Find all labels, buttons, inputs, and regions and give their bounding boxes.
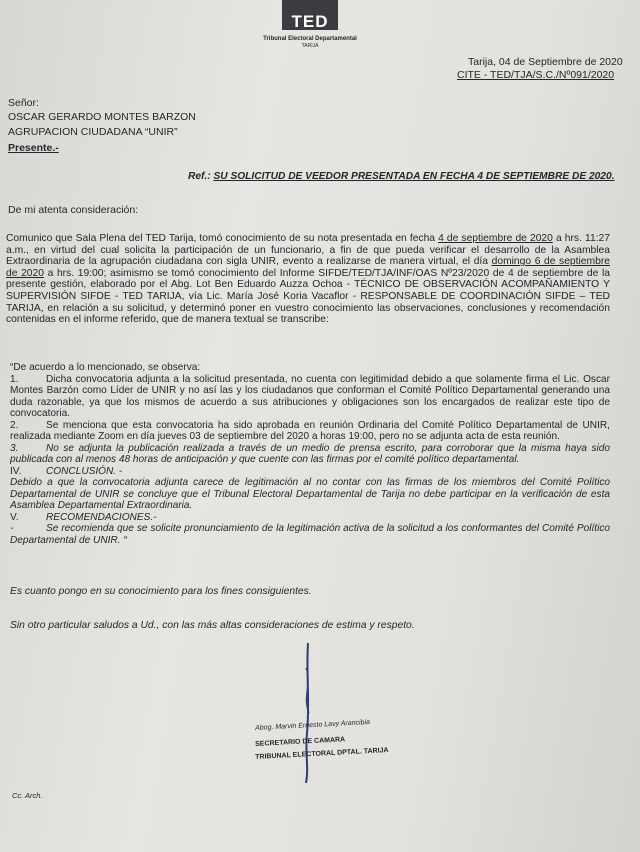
observation-2-number: 2. <box>10 419 19 431</box>
observation-1-text: Dicha convocatoria adjunta a la solicitud presentada, no cuenta con legitimidad debido a que solamente firma el Lic. Oscar Montes Barzón como Líder de UNIR y no así las y los ciudadanos que conforman el Comité Político Departamental generando una duda razonable, ya que los mismos de acuerdo a sus atribuciones y obligaciones son los encargados de realizar este tipo de convocatoria. <box>10 373 610 419</box>
quoted-report <box>10 362 610 546</box>
ted-logo <box>282 0 338 30</box>
recommendation-dash: - <box>10 523 14 534</box>
body-text-a: Comunico que Sala Plena del TED Tarija, tomó conocimiento de su nota presentada en fecha <box>6 233 439 244</box>
observation-3-text: No se adjunta la publicación realizada a través de un medio de prensa escrito, para corroborar que la misma haya sido publicada con al menos 48 horas de anticipación y que cuente con las firmas por el comité político departamental. <box>10 442 610 465</box>
conclusion-title: CONCLUSIÓN. - <box>46 465 123 477</box>
signatory-name: Abog. Marvin Ernesto Lavy Arancibia <box>255 718 371 732</box>
signatory-org: TRIBUNAL ELECTORAL DPTAL. TARIJA <box>255 747 389 761</box>
recipient-name: OSCAR GERARDO MONTES BARZON <box>8 111 196 123</box>
body-paragraph <box>6 233 610 326</box>
signatory-title: SECRETARIO DE CAMARA <box>255 736 346 748</box>
observation-3 <box>10 443 610 466</box>
recipient-org: AGRUPACION CIUDADANA “UNIR” <box>8 126 178 138</box>
conclusion-number: IV. <box>10 465 22 477</box>
reference-line <box>188 171 614 183</box>
greeting: De mi atenta consideración: <box>8 204 139 216</box>
salutation: Señor: <box>8 97 39 109</box>
institution-city: TARIJA <box>301 43 319 49</box>
observation-2-text: Se menciona que esta convocatoria ha sido aprobada en reunión Ordinaria del Comité Político Departamental de UNIR, realizada mediante Zoom en día jueves 03 de septiembre del 2020 a horas 19:00, pero no se adjunta acta de esta reunión. <box>10 419 610 442</box>
recommendation-item <box>10 523 610 546</box>
date-line: Tarija, 04 de Septiembre de 2020 <box>468 56 623 68</box>
handwritten-signature <box>300 643 316 783</box>
closing-line-1: Es cuanto pongo en su conocimiento para los fines consiguientes. <box>10 586 312 597</box>
ref-text: SU SOLICITUD DE VEEDOR PRESENTADA EN FECHA 4 DE SEPTIEMBRE DE 2020. <box>213 171 615 182</box>
recommendations-number: V. <box>10 511 19 523</box>
observation-2 <box>10 420 610 443</box>
conclusion-heading <box>10 466 610 478</box>
institution-name: Tribunal Electoral Departamental <box>263 36 357 42</box>
observation-1 <box>10 374 610 420</box>
observation-1-number: 1. <box>10 373 19 385</box>
presente: Presente.- <box>8 142 59 154</box>
recommendations-heading <box>10 512 610 524</box>
cite-number: CITE - TED/TJA/S.C./Nº091/2020 <box>457 69 615 81</box>
logo-text: TED <box>291 12 329 31</box>
observation-3-number: 3. <box>10 442 19 454</box>
recommendation-text: Se recomienda que se solicite pronunciamiento de la legitimación activa de la solicitud a los conformantes del Comité Político Departamental de UNIR. “ <box>10 523 610 546</box>
closing-line-2: Sin otro particular saludos a Ud., con las más altas consideraciones de estima y respeto. <box>10 620 415 631</box>
body-event-day: domingo 6 de septiembre de 2020 <box>6 256 610 279</box>
conclusion-text: Debido a que la convocatoria adjunta carece de legitimación al no contar con las firmas de los miembros del Comité Político Departamental de UNIR se concluye que el Tribunal Electoral Departamental de Tarija no debe participar en la verificación de esta Asamblea Departamental Extraordinaria. <box>10 477 610 511</box>
quote-intro: “De acuerdo a lo mencionado, se observa: <box>10 362 201 373</box>
recommendations-title: RECOMENDACIONES.- <box>46 511 157 523</box>
body-date: 4 de septiembre de 2020 <box>438 233 553 244</box>
body-text-b: a hrs. 11:27 a.m., en virtud del cual solicita la participación de un funcionario, a fin de que pueda verificar el desarrollo de la Asamblea Extraordinaria de la agrupación ciudadana con sigla UNIR, evento a realizarse de manera virtual, el día <box>6 233 611 268</box>
body-text-c: a hrs. 19:00; asimismo se tomó conocimiento del Informe SIFDE/TED/TJA/INF/OAS Nº23/2020 de 4 de septiembre de la presente gestión, elaborado por el Abg. Lot Ben Eduardo Auzza Ochoa - TÉCNICO DE OBSERVACIÓN ACOMPAÑAMIENTO Y SUPERVISIÓN SIFDE - TED TARIJA, vía Lic. María José Koria Vacaflor - RESPONSABLE DE COORDINACIÓN SIFDE – TED TARIJA, en relación a su solicitud, y determinó poner en vuestro conocimiento las observaciones, conclusiones y recomendación contenidas en el informe referido, que de manera textual se transcribe: <box>6 267 610 326</box>
carbon-copy: Cc. Arch. <box>12 791 43 800</box>
ref-label: Ref.: <box>188 171 211 182</box>
